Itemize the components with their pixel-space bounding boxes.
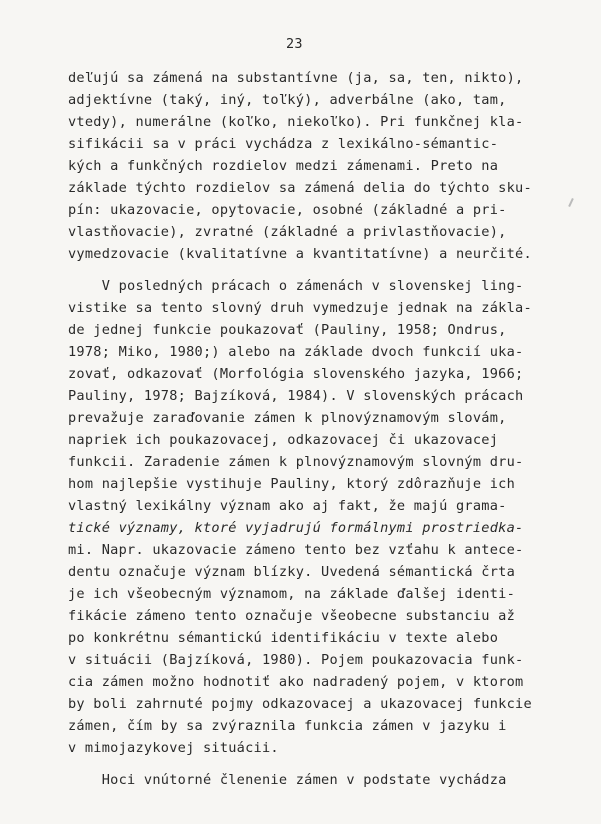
- text-line: je ich všeobecným významom, na základe ďalšej identi-: [68, 586, 516, 602]
- text-line: mi. Napr. ukazovacie zámeno tento bez vzťahu k antece-: [68, 542, 524, 558]
- text-line: vymedzovacie (kvalitatívne a kvantitatívne) a neurčité.: [68, 246, 532, 262]
- text-line: v situácii (Bajzíková, 1980). Pojem poukazovacia funk-: [68, 652, 524, 668]
- text-line: prevažuje zaraďovanie zámen k plnovýznamovým slovám,: [68, 410, 507, 426]
- text-line: pín: ukazovacie, opytovacie, osobné (základné a pri-: [68, 202, 507, 218]
- text-line: dentu označuje význam blízky. Uvedená sémantická črta: [68, 564, 516, 580]
- text-line: zovať, odkazovať (Morfológia slovenského jazyka, 1966;: [68, 366, 524, 382]
- text-line: funkcii. Zaradenie zámen k plnovýznamovým slovným dru-: [68, 454, 524, 470]
- text-line: vistike sa tento slovný druh vymedzuje jednak na zákla-: [68, 300, 532, 316]
- text-line: adjektívne (taký, iný, toľký), adverbálne (ako, tam,: [68, 92, 507, 108]
- text-line: Hoci vnútorné členenie zámen v podstate vychádza: [68, 772, 507, 788]
- text-line: kých a funkčných rozdielov medzi zámenami. Preto na: [68, 158, 499, 174]
- text-line: sifikácii sa v práci vychádza z lexikálno-sémantic-: [68, 136, 499, 152]
- text-line: Pauliny, 1978; Bajzíková, 1984). V slovenských prácach: [68, 388, 524, 404]
- text-line: napriek ich poukazovacej, odkazovacej či ukazovacej: [68, 432, 499, 448]
- text-line: de jednej funkcie poukazovať (Pauliny, 1958; Ondrus,: [68, 322, 507, 338]
- page-number: 23: [286, 36, 303, 52]
- text-line: zámen, čím by sa zvýraznila funkcia zámen v jazyku i: [68, 718, 507, 734]
- text-line: fikácie zámeno tento označuje všeobecne substanciu až: [68, 608, 516, 624]
- text-line: v mimojazykovej situácii.: [68, 740, 279, 756]
- text-line: vlastňovacie), zvratné (základné a privlastňovacie),: [68, 224, 507, 240]
- pencil-mark: [568, 198, 574, 207]
- text-line: 1978; Miko, 1980;) alebo na základe dvoch funkcií uka-: [68, 344, 524, 360]
- text-line: vlastný lexikálny význam ako aj fakt, že majú grama-: [68, 498, 507, 514]
- text-line: vtedy), numerálne (koľko, niekoľko). Pri funkčnej kla-: [68, 114, 524, 130]
- text-line: V posledných prácach o zámenách v slovenskej ling-: [68, 278, 524, 294]
- text-line: deľujú sa zámená na substantívne (ja, sa, ten, nikto),: [68, 70, 524, 86]
- text-line: tické významy, ktoré vyjadrujú formálnymi prostriedka-: [68, 520, 524, 536]
- text-line: po konkrétnu sémantickú identifikáciu v texte alebo: [68, 630, 499, 646]
- text-line: hom najlepšie vystihuje Pauliny, ktorý zdôrazňuje ich: [68, 476, 516, 492]
- text-line: by boli zahrnuté pojmy odkazovacej a ukazovacej funkcie: [68, 696, 532, 712]
- text-line: základe týchto rozdielov sa zámená delia do týchto sku-: [68, 180, 532, 196]
- text-line: cia zámen možno hodnotiť ako nadradený pojem, v ktorom: [68, 674, 524, 690]
